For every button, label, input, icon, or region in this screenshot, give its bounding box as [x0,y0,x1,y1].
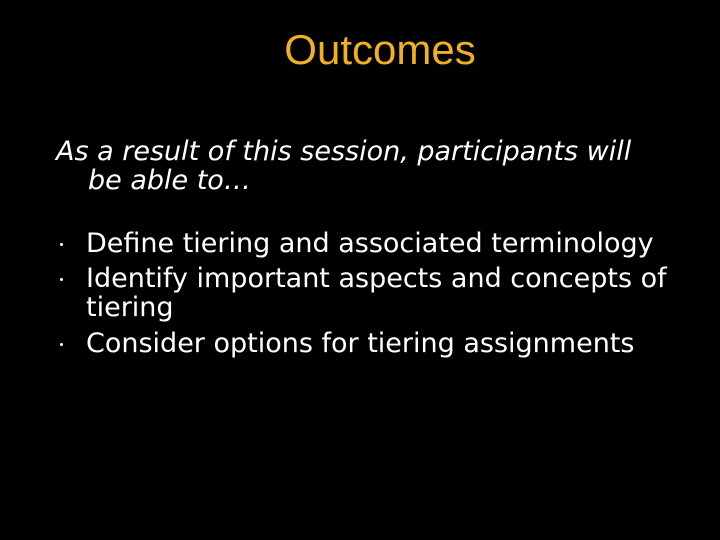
intro-line-2: be able to… [88,165,251,196]
list-item-text: Define tiering and associated terminology [86,228,654,259]
intro-line-1: As a result of this session, participants will [56,136,632,167]
intro-text [56,137,720,195]
bullet-icon [60,243,63,246]
outcome-list [56,229,696,364]
list-item [56,229,696,258]
list-item [56,264,696,322]
bullet-icon [60,343,63,346]
list-item [56,329,696,358]
slide-title: Outcomes [284,26,476,73]
list-item-text: Identify important aspects and concepts of tiering [86,263,667,323]
bullet-icon [60,278,63,281]
list-item-text: Consider options for tiering assignments [86,328,635,359]
